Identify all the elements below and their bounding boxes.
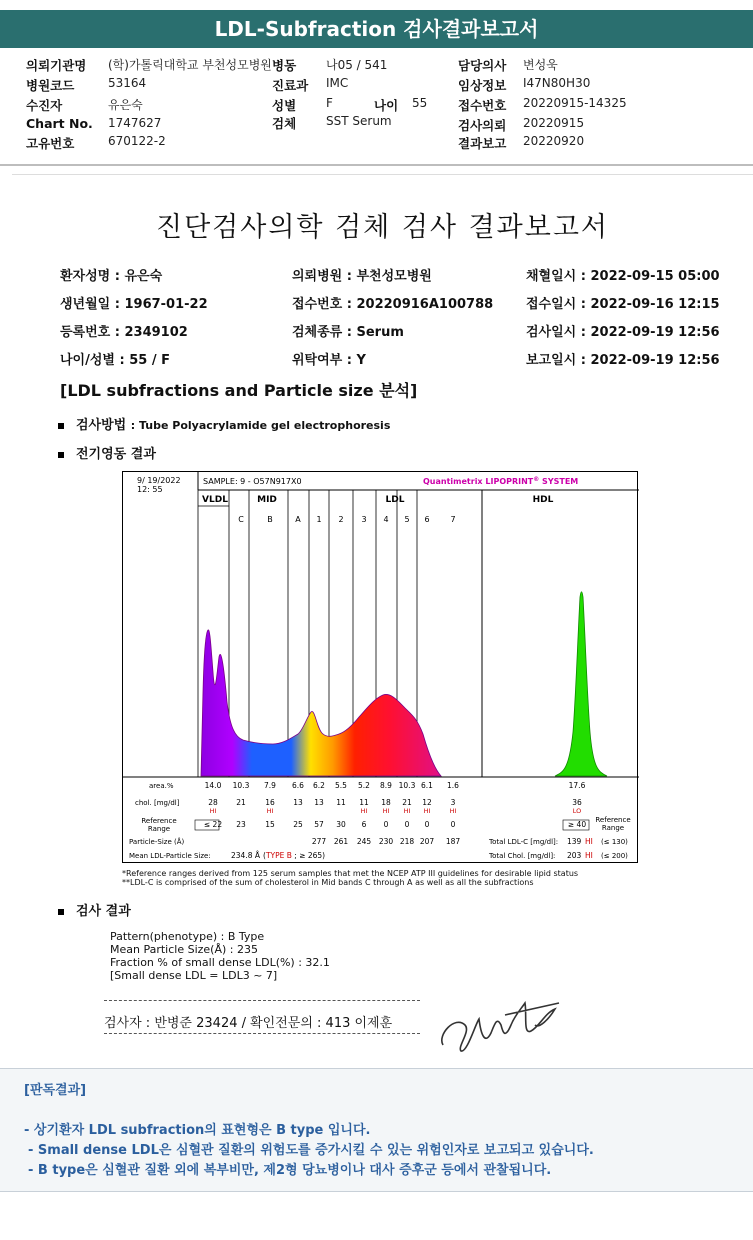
header-value: 55 xyxy=(412,96,428,110)
group-label: VLDL xyxy=(202,495,228,505)
interpretation-line: - Small dense LDL은 심혈관 질환의 위험도를 증가시킬 수 있는 위험인자로 보고되고 있습니다. xyxy=(28,1143,594,1158)
mean-value: 234.8 Å xyxy=(231,851,260,860)
header-value: 53164 xyxy=(108,76,147,90)
chol-value: 11 xyxy=(336,798,346,807)
row-label-psize: Particle-Size (Å) xyxy=(129,838,185,846)
group-label: MID xyxy=(257,495,277,505)
receipt-datetime: 접수일시 : 2022-09-16 12:15 xyxy=(526,297,720,312)
report-heading: 진단검사의학 검체 검사 결과보고서 xyxy=(156,212,609,243)
total-ldl-label: Total LDL-C [mg/dl]: xyxy=(489,838,559,846)
interpretation-box xyxy=(0,1068,753,1192)
chart-svg xyxy=(123,472,639,864)
interpretation-heading: [판독결과] xyxy=(24,1083,87,1098)
band-label: 4 xyxy=(383,515,389,524)
chol-flag: HI xyxy=(209,807,217,815)
header-label: 병원코드 xyxy=(26,78,75,93)
row-label-ref: Reference xyxy=(141,817,177,825)
header-label: 의뢰기관명 xyxy=(26,58,87,73)
electrophoresis-line xyxy=(58,443,156,462)
area-value: 17.6 xyxy=(568,781,586,790)
header-label: 나이 xyxy=(374,98,399,113)
chol-value: 28 xyxy=(208,798,218,807)
bullet-icon xyxy=(58,452,64,458)
result-line: Fraction % of small dense LDL(%) : 32.1 xyxy=(110,956,330,969)
outsourced: 위탁여부 : Y xyxy=(292,353,366,368)
section-title: [LDL subfractions and Particle size 분석] xyxy=(60,381,418,400)
header-label: 검체 xyxy=(272,116,297,131)
chol-value: 12 xyxy=(422,798,432,807)
header-label: 고유번호 xyxy=(26,136,75,151)
group-label: LDL xyxy=(385,495,405,505)
electrophoresis-label: 전기영동 결과 xyxy=(76,447,156,462)
header-label: 진료과 xyxy=(272,78,309,93)
chol-flag: HI xyxy=(403,807,411,815)
psize-value: 207 xyxy=(419,837,435,846)
header-value: 20220915-14325 xyxy=(523,96,627,110)
result-line: [Small dense LDL = LDL3 ~ 7] xyxy=(110,969,278,982)
header-label: 수진자 xyxy=(26,98,63,113)
psize-value: 277 xyxy=(311,837,327,846)
footnote: **LDL-C is comprised of the sum of cholesterol in Mid bands C through A as well as all the subfractions xyxy=(122,878,534,887)
chol-flag: HI xyxy=(360,807,368,815)
area-value: 8.9 xyxy=(380,781,392,790)
chol-flag: LO xyxy=(572,807,582,815)
result-text xyxy=(110,930,330,982)
header-value: 20220920 xyxy=(523,134,585,148)
band-label: 3 xyxy=(361,515,367,524)
band-label: 7 xyxy=(450,515,456,524)
signer-line: 검사자 : 반병준 23424 / 확인전문의 : 413 이제훈 xyxy=(104,1016,393,1031)
chart-sample: SAMPLE: 9 - O57N917X0 xyxy=(203,477,302,486)
psize-value: 230 xyxy=(378,837,394,846)
chart-brand: Quantimetrix LIPOPRINT® SYSTEM xyxy=(423,476,579,486)
header-value: 변성욱 xyxy=(523,58,558,72)
result-line: Pattern(phenotype) : B Type xyxy=(110,930,265,943)
header-value: I47N80H30 xyxy=(523,76,591,90)
registration-number: 등록번호 : 2349102 xyxy=(60,325,188,340)
patient-name: 환자성명 : 유은숙 xyxy=(60,269,163,284)
chol-value: 13 xyxy=(314,798,324,807)
total-chol-flag: HI xyxy=(585,851,593,860)
lipoprint-chart xyxy=(122,471,638,863)
chol-value: 3 xyxy=(450,798,456,807)
header-value: 유은숙 xyxy=(108,98,143,112)
chol-flag: HI xyxy=(449,807,457,815)
band-label: C xyxy=(238,515,244,524)
psize-value: 245 xyxy=(356,837,372,846)
specimen-type: 검체종류 : Serum xyxy=(292,325,404,340)
ref-value: ≤ 22 xyxy=(203,820,223,829)
ref-value: 15 xyxy=(265,820,275,829)
row-label-mean: Mean LDL-Particle Size: xyxy=(129,852,211,860)
row-label-area: area.% xyxy=(149,782,174,790)
chol-value: 21 xyxy=(402,798,412,807)
total-chol-label: Total Chol. [mg/dl]: xyxy=(489,852,556,860)
header-label: Chart No. xyxy=(26,116,93,131)
chol-flag: HI xyxy=(423,807,431,815)
ref-value: 6 xyxy=(361,820,367,829)
total-ldl-value: 139 xyxy=(567,837,582,846)
age-sex: 나이/성별 : 55 / F xyxy=(60,353,171,368)
total-ldl-flag: HI xyxy=(585,837,593,846)
area-value: 6.1 xyxy=(421,781,433,790)
band-label: A xyxy=(295,515,301,524)
ref-value: 0 xyxy=(404,820,410,829)
total-chol-value: 203 xyxy=(567,851,582,860)
header-label: 결과보고 xyxy=(458,136,507,151)
header-label: 병동 xyxy=(272,58,297,73)
chol-value: 36 xyxy=(572,798,582,807)
chol-value: 13 xyxy=(293,798,303,807)
total-ldl-ref: (≤ 130) xyxy=(601,838,628,846)
chart-time: 12: 55 xyxy=(137,485,163,494)
total-chol-ref: (≤ 200) xyxy=(601,852,628,860)
area-value: 5.2 xyxy=(358,781,370,790)
ref-value: 0 xyxy=(424,820,430,829)
area-value: 7.9 xyxy=(264,781,276,790)
header-label: 담당의사 xyxy=(458,58,507,73)
psize-value: 218 xyxy=(399,837,415,846)
header-value: 20220915 xyxy=(523,116,585,130)
band-label: 1 xyxy=(316,515,322,524)
method-line xyxy=(58,414,390,433)
header-value: 나05 / 541 xyxy=(326,58,388,72)
header-label: 임상정보 xyxy=(458,78,507,93)
header-divider xyxy=(0,164,753,166)
report-datetime: 보고일시 : 2022-09-19 12:56 xyxy=(526,353,720,368)
report-title-bar: LDL-Subfraction 검사결과보고서 xyxy=(0,10,753,48)
ref-value: 30 xyxy=(336,820,346,829)
receipt-number: 접수번호 : 20220916A100788 xyxy=(292,297,494,312)
ref-value: 25 xyxy=(293,820,303,829)
test-datetime: 검사일시 : 2022-09-19 12:56 xyxy=(526,325,720,340)
psize-value: 261 xyxy=(333,837,349,846)
header-value: SST Serum xyxy=(326,114,392,128)
group-label: HDL xyxy=(532,495,554,505)
band-label: B xyxy=(267,515,273,524)
header-label: 검사의뢰 xyxy=(458,118,507,133)
ref-label-right: Reference xyxy=(595,816,631,824)
chol-value: 11 xyxy=(359,798,369,807)
header-label: 성별 xyxy=(272,98,297,113)
referring-hospital: 의뢰병원 : 부천성모병원 xyxy=(292,269,432,284)
header-value: 1747627 xyxy=(108,116,162,130)
request-header xyxy=(0,52,753,162)
area-value: 10.3 xyxy=(232,781,250,790)
header-label: 접수번호 xyxy=(458,98,507,113)
area-value: 6.2 xyxy=(313,781,325,790)
sign-divider xyxy=(104,1033,420,1034)
mean-type: (TYPE B ; ≥ 265) xyxy=(263,851,326,860)
chol-flag: HI xyxy=(382,807,390,815)
method-label: 검사방법 xyxy=(76,418,127,433)
interpretation-line: - B type은 심혈관 질환 외에 복부비만, 제2형 당뇨병이나 대사 증후군 등에서 관찰됩니다. xyxy=(28,1163,552,1178)
hdl-peak xyxy=(555,592,607,776)
area-value: 5.5 xyxy=(335,781,347,790)
footnote: *Reference ranges derived from 125 serum samples that met the NCEP ATP III guidelines for desirable lipid status xyxy=(122,869,579,878)
header-value: IMC xyxy=(326,76,349,90)
bullet-icon xyxy=(58,909,64,915)
band-label: 6 xyxy=(424,515,430,524)
ref-value: 57 xyxy=(314,820,324,829)
chol-value: 18 xyxy=(381,798,391,807)
method-value: : Tube Polyacrylamide gel electrophoresis xyxy=(130,419,391,432)
result-label: 검사 결과 xyxy=(76,904,131,919)
band-label: 5 xyxy=(404,515,410,524)
ldl-trace xyxy=(201,630,441,776)
area-value: 6.6 xyxy=(292,781,304,790)
result-line: Mean Particle Size(Å) : 235 xyxy=(110,943,258,956)
band-label: 2 xyxy=(338,515,344,524)
area-value: 1.6 xyxy=(447,781,459,790)
header-value: 670122-2 xyxy=(108,134,166,148)
chart-date: 9/ 19/2022 xyxy=(137,476,181,485)
birth-date: 생년월일 : 1967-01-22 xyxy=(60,297,208,312)
interpretation-line: - 상기환자 LDL subfraction의 표현형은 B type 입니다. xyxy=(24,1123,371,1138)
ref-value: 0 xyxy=(450,820,456,829)
sign-divider xyxy=(104,1000,420,1001)
chol-value: 16 xyxy=(265,798,275,807)
header-value: F xyxy=(326,96,333,110)
result-bullet xyxy=(58,900,131,919)
ref-value: 0 xyxy=(383,820,389,829)
ref-label-right: Range xyxy=(601,824,625,832)
collection-datetime: 채혈일시 : 2022-09-15 05:00 xyxy=(526,269,720,284)
chol-value: 21 xyxy=(236,798,246,807)
ref-value: ≥ 40 xyxy=(567,820,587,829)
header-value: (학)가톨릭대학교 부천성모병원 xyxy=(108,58,272,72)
signature-icon xyxy=(435,995,565,1055)
area-value: 10.3 xyxy=(398,781,416,790)
row-label-chol: chol. [mg/dl] xyxy=(135,799,180,807)
chol-flag: HI xyxy=(266,807,274,815)
row-label-ref: Range xyxy=(147,825,171,833)
area-value: 14.0 xyxy=(204,781,222,790)
psize-value: 187 xyxy=(445,837,461,846)
bullet-icon xyxy=(58,423,64,429)
ref-value: 23 xyxy=(236,820,246,829)
